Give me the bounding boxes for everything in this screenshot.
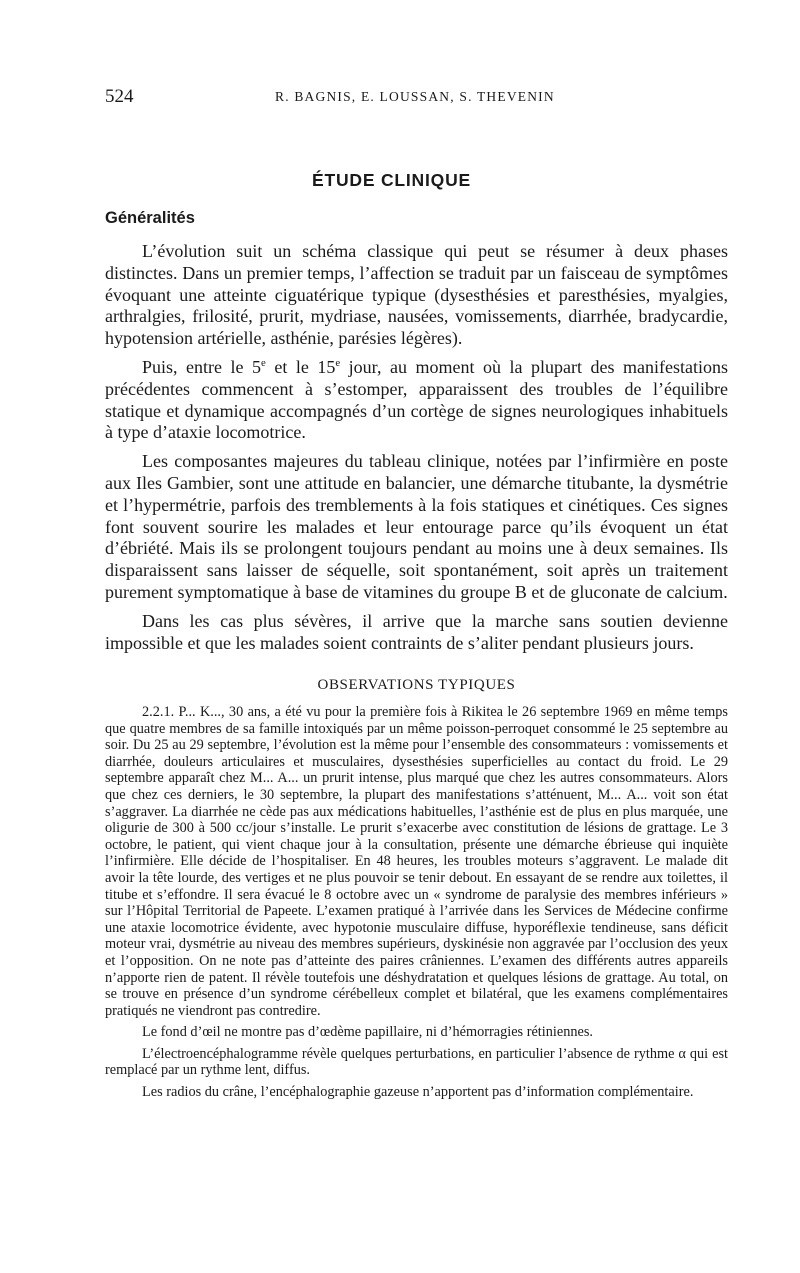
- observation-case: 2.2.1. P... K..., 30 ans, a été vu pour la première fois à Rikitea le 26 septembre 1969 en même temps que quatre membres de sa famille intoxiqués par un même poisson-perroquet consommé le 25 septembre au soir. Du 25 au 29 septembre, l’évolution est la même pour l’ensemble des consommateurs : vomissements et diarrhée, douleurs articulaires et musculaires, dysesthésies superficielles au contact du froid. Le 29 septembre apparaît chez M... A... un prurit intense, plus marqué que chez les autres consommateurs. Alors que chez ces derniers, le 30 septembre, la plupart des manifestations s’atténuent, M... A... voit son état s’aggraver. La diarrhée ne cède pas aux médications habituelles, l’asthénie est de plus en plus marquée, une oligurie de 300 à 500 cc/jour s’installe. Le prurit s’exacerbe avec constitution de lésions de grattage. Le 3 octobre, le patient, qui vient chaque jour à la consultation, présente une démarche ébrieuse qui inquiète l’infirmière. Elle décide de l’hospitaliser. En 48 heures, les troubles moteurs s’aggravent. Le malade dit avoir la tête lourde, des vertiges et ne plus pouvoir se tenir debout. En essayant de se rendre aux toilettes, il titube et s’effondre. Il sera évacué le 8 octobre avec un « syndrome de paralysie des membres inférieurs » sur l’Hôpital Territorial de Papeete. L’examen pratiqué à l’arrivée dans les Services de Médecine confirme une ataxie locomotrice évidente, avec hypotonie musculaire diffuse, hyporéflexie tendineuse, sans déficit moteur vrai, dysmétrie au niveau des membres supérieurs, dyskinésie non aggravée par l’occlusion des yeux et l’opposition. On ne note pas d’atteinte des paires crâniennes. L’examen des différents autres appareils n’apporte rien de patent. Il révèle toutefois une déshydratation et quelques lésions de grattage. Au total, on se trouve en présence d’un syndrome cérébelleux complet et bilatéral, que les examens complémentaires pratiqués ne viendront pas contredire.: [105, 704, 728, 1019]
- observation-eeg: L’électroencéphalogramme révèle quelques perturbations, en particulier l’absence de rythme α qui est remplacé par un rythme lent, diffus.: [105, 1045, 728, 1079]
- page-number: 524: [105, 86, 134, 107]
- page-header: [105, 86, 728, 110]
- running-head-authors: R. BAGNIS, E. LOUSSAN, S. THEVENIN: [275, 89, 555, 104]
- observations-text: [105, 704, 728, 1106]
- observations-title: OBSERVATIONS TYPIQUES: [317, 677, 516, 693]
- paragraph-4: Dans les cas plus sévères, il arrive que la marche sans soutien devienne impossible et que les malades soient contraints de s’aliter pendant plusieurs jours.: [105, 610, 728, 653]
- observation-radios: Les radios du crâne, l’encéphalographie gazeuse n’apportent pas d’information complémentaire.: [142, 1084, 694, 1101]
- main-body-text: [105, 241, 728, 661]
- paragraph-1: L’évolution suit un schéma classique qui peut se résumer à deux phases distinctes. Dans un premier temps, l’affection se traduit par un faisceau de symptômes évoquant une atteinte ciguatérique typique (dysesthésies et paresthésies, myalgies, arthralgies, frilosité, prurit, mydriase, nausées, vomissements, diarrhée, bradycardie, hypotension artérielle, asthénie, parésies légères).: [105, 241, 728, 349]
- paragraph-2: Puis, entre le 5e et le 15e jour, au moment où la plupart des manifestations précédentes commencent à s’estomper, apparaissent des troubles de l’équilibre statique et dynamique accompagnés d’un cortège de signes neurologiques inhabituels à type d’ataxie locomotrice.: [105, 356, 728, 443]
- subsection-title: Généralités: [105, 209, 195, 227]
- paragraph-3: Les composantes majeures du tableau clinique, notées par l’infirmière en poste aux Iles Gambier, sont une attitude en balancier, une démarche titubante, la dysmétrie et l’hypermétrie, parfois des tremblements à la fois statiques et cinétiques. Ces signes font souvent sourire les malades et leur entourage parce qu’ils évoquent un état d’ébriété. Mais ils se prolongent toujours pendant au moins une à deux semaines. Ils disparaissent sans laisser de séquelle, soit spontanément, soit après un traitement purement symptomatique à base de vitamines du groupe B et de gluconate de calcium.: [105, 451, 728, 602]
- observation-fond-oeil: Le fond d’œil ne montre pas d’œdème papillaire, ni d’hémorragies rétiniennes.: [142, 1024, 593, 1041]
- section-title: ÉTUDE CLINIQUE: [312, 170, 471, 190]
